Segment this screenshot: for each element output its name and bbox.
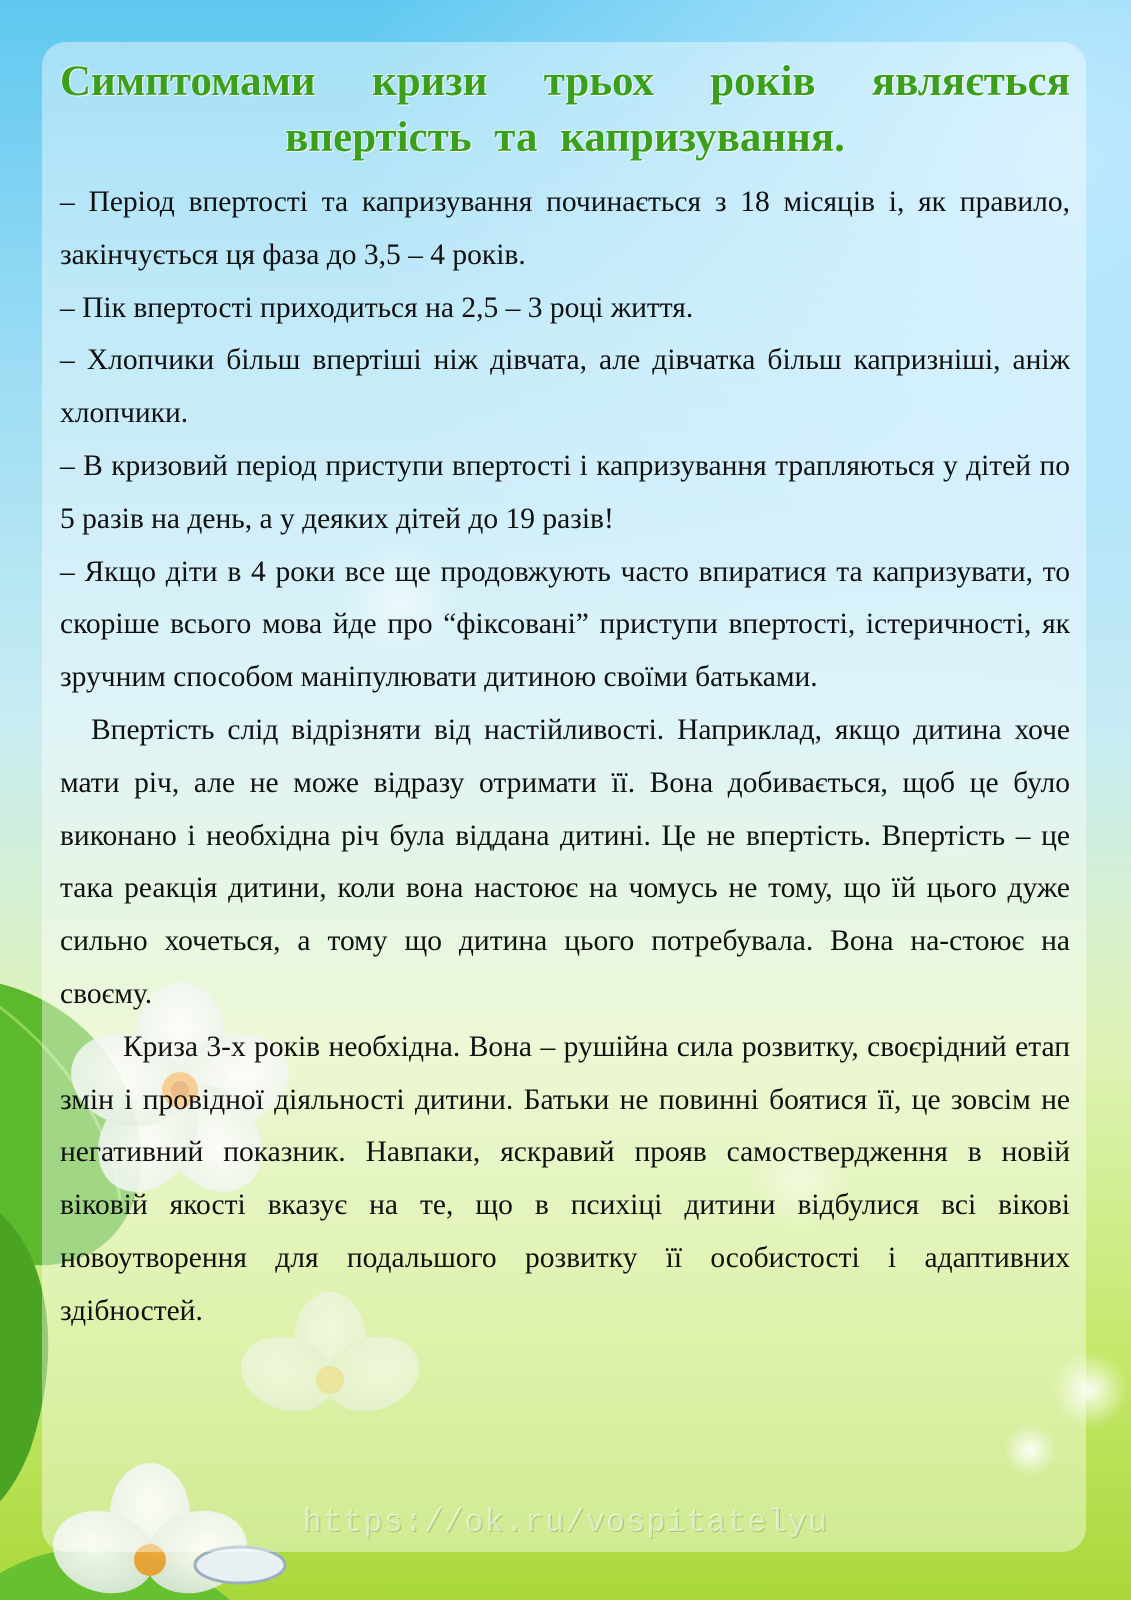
article-body (60, 176, 1070, 1338)
bullet-paragraph: – В кризовий період приступи впертості і капризування трапляються у дітей по 5 разів на день, а у деяких дітей до 19 разів! (60, 449, 1070, 535)
bullet-paragraph: – Хлопчики більш впертіші ніж дівчата, але дівчатка більш капризніші, аніж хлопчики. (60, 344, 1070, 430)
droplet-shape (195, 1547, 285, 1583)
body-paragraph: Криза 3-х років необхідна. Вона – рушійна сила розвитку, своєрідний етап змін і провідної діяльності дитини. Батьки не повинні боятися її, це зовсім не негативний показник. Навпаки, яскравий прояв самоствердження в новій віковій якості вказує на те, що в психіці дитини відбулися всі вікові новоутворення для подальшого розвитку її особистості і адаптивних здібностей. (60, 1030, 1070, 1327)
page-title: Симптомами кризи трьох років являється впертість та капризування. (60, 58, 1070, 161)
bullet-paragraph: – Якщо діти в 4 роки все ще продовжують часто впиратися та капризувати, то скоріше всього мова йде про “фіксовані” приступи впертості, істеричності, як зручним способом маніпулювати дитиною своїми батьками. (60, 555, 1070, 694)
content-panel (42, 42, 1086, 1552)
body-paragraph: Впертість слід відрізняти від настійливості. Наприклад, якщо дитина хоче мати річ, але не може відразу отримати її. Вона добивається, щоб це було виконано і необхідна річ була віддана дитині. Це не впертість. Впертість – це така реакція дитини, коли вона настоює на чомусь не тому, що їй цього дуже сильно хочеться, а тому що дитина цього потребувала. Вона на-стоює на своєму. (60, 713, 1070, 1010)
bullet-paragraph: – Пік впертості приходиться на 2,5 – 3 році життя. (60, 291, 694, 324)
watermark-text: https://ok.ru/vospitatelyu (302, 1504, 829, 1541)
bullet-paragraph: – Період впертості та капризування починається з 18 місяців і, як правило, закінчується ця фаза до 3,5 – 4 років. (60, 186, 1070, 271)
